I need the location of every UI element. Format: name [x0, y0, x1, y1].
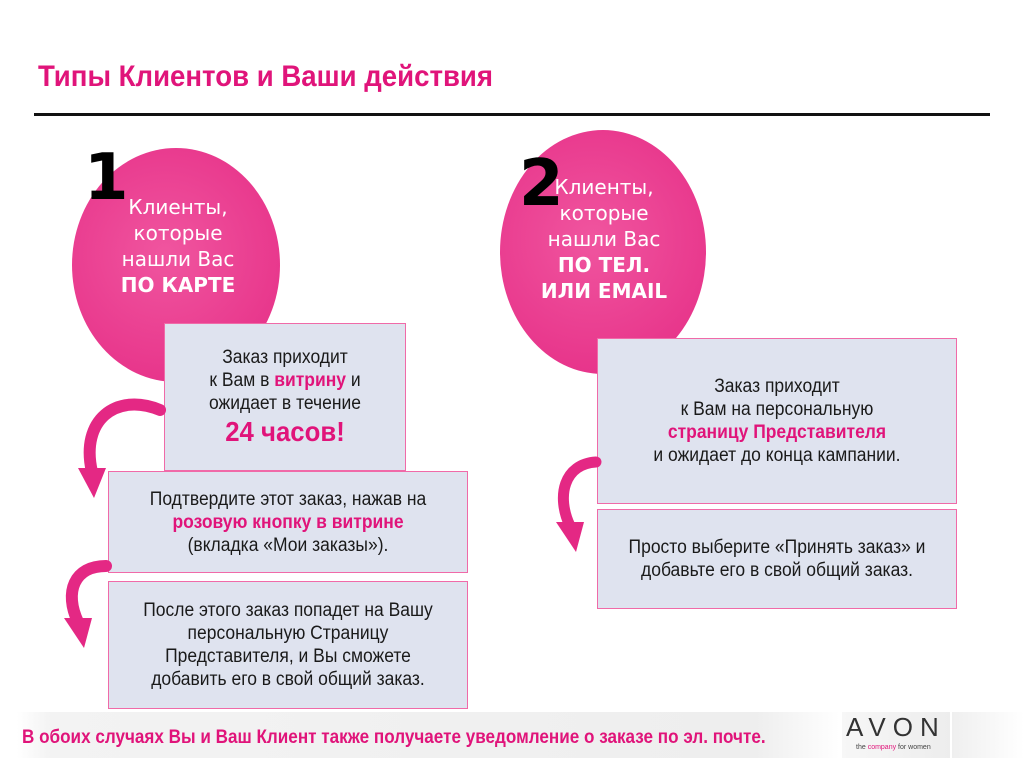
personal-page-box	[597, 338, 957, 504]
circle2-line4: ПО ТЕЛ.	[557, 253, 651, 277]
box1-line2-pre: к Вам в	[209, 369, 275, 391]
client-type-2-text	[534, 174, 674, 304]
step-number-1: 1	[84, 141, 129, 215]
rbox1-line1: Заказ приходит	[714, 376, 840, 397]
box1-line2	[175, 369, 396, 392]
box1-line2-post: и	[346, 369, 361, 391]
box2-line2: розовую кнопку в витрине	[172, 511, 404, 533]
circle2-line5: ИЛИ EMAIL	[540, 279, 668, 303]
avon-tagline	[856, 744, 931, 751]
circle2-line3: нашли Вас	[547, 227, 661, 251]
circle2-line1: Клиенты,	[554, 175, 654, 199]
circle1-line2: которые	[133, 221, 223, 245]
rbox2-line2: добавьте его в свой общий заказ.	[641, 560, 913, 581]
curved-arrow-icon	[58, 556, 114, 650]
rbox1-line2: к Вам на персональную	[680, 399, 874, 420]
tagline-pre: the	[856, 744, 868, 751]
accept-order-box	[597, 509, 957, 609]
curved-arrow-icon	[552, 452, 602, 554]
box1-line1: Заказ приходит	[222, 346, 348, 368]
circle1-line3: нашли Вас	[121, 247, 235, 271]
avon-logo: AVON	[846, 712, 946, 742]
box3-line3: Представителя, и Вы сможете	[165, 646, 411, 667]
rbox2-line1: Просто выберите «Принять заказ» и	[628, 537, 926, 558]
after-confirm-box	[108, 581, 468, 709]
box3-line2: персональную Страницу	[187, 623, 389, 644]
order-arrives-box	[164, 323, 406, 471]
curved-arrow-icon	[76, 398, 166, 502]
storefront-highlight: витрину	[274, 369, 347, 391]
tagline-post: for women	[896, 744, 931, 751]
page-title: Типы Клиентов и Ваши действия	[38, 60, 493, 93]
box1-line4: 24 часов!	[225, 415, 345, 447]
rbox1-line4: и ожидает до конца кампании.	[653, 445, 901, 466]
tagline-company: company	[867, 744, 897, 751]
rbox1-line3: страницу Представителя	[667, 422, 887, 443]
logo-band-fade	[952, 712, 1024, 758]
box2-line1: Подтвердите этот заказ, нажав на	[149, 488, 427, 510]
box1-line3: ожидает в течение	[209, 392, 361, 414]
box3-line1: После этого заказ попадет на Вашу	[143, 600, 433, 621]
box3-line4: добавить его в свой общий заказ.	[151, 669, 425, 690]
circle1-line1: Клиенты,	[128, 195, 228, 219]
circle2-line2: которые	[559, 201, 649, 225]
circle1-line4: ПО КАРТЕ	[120, 273, 236, 297]
box2-line3: (вкладка «Мои заказы»).	[187, 534, 389, 556]
client-type-1-text	[108, 194, 248, 298]
title-divider	[34, 113, 990, 116]
step-number-2: 2	[519, 147, 564, 221]
footer-note: В обоих случаях Вы и Ваш Клиент также получаете уведомление о заказе по эл. почте.	[22, 727, 766, 748]
